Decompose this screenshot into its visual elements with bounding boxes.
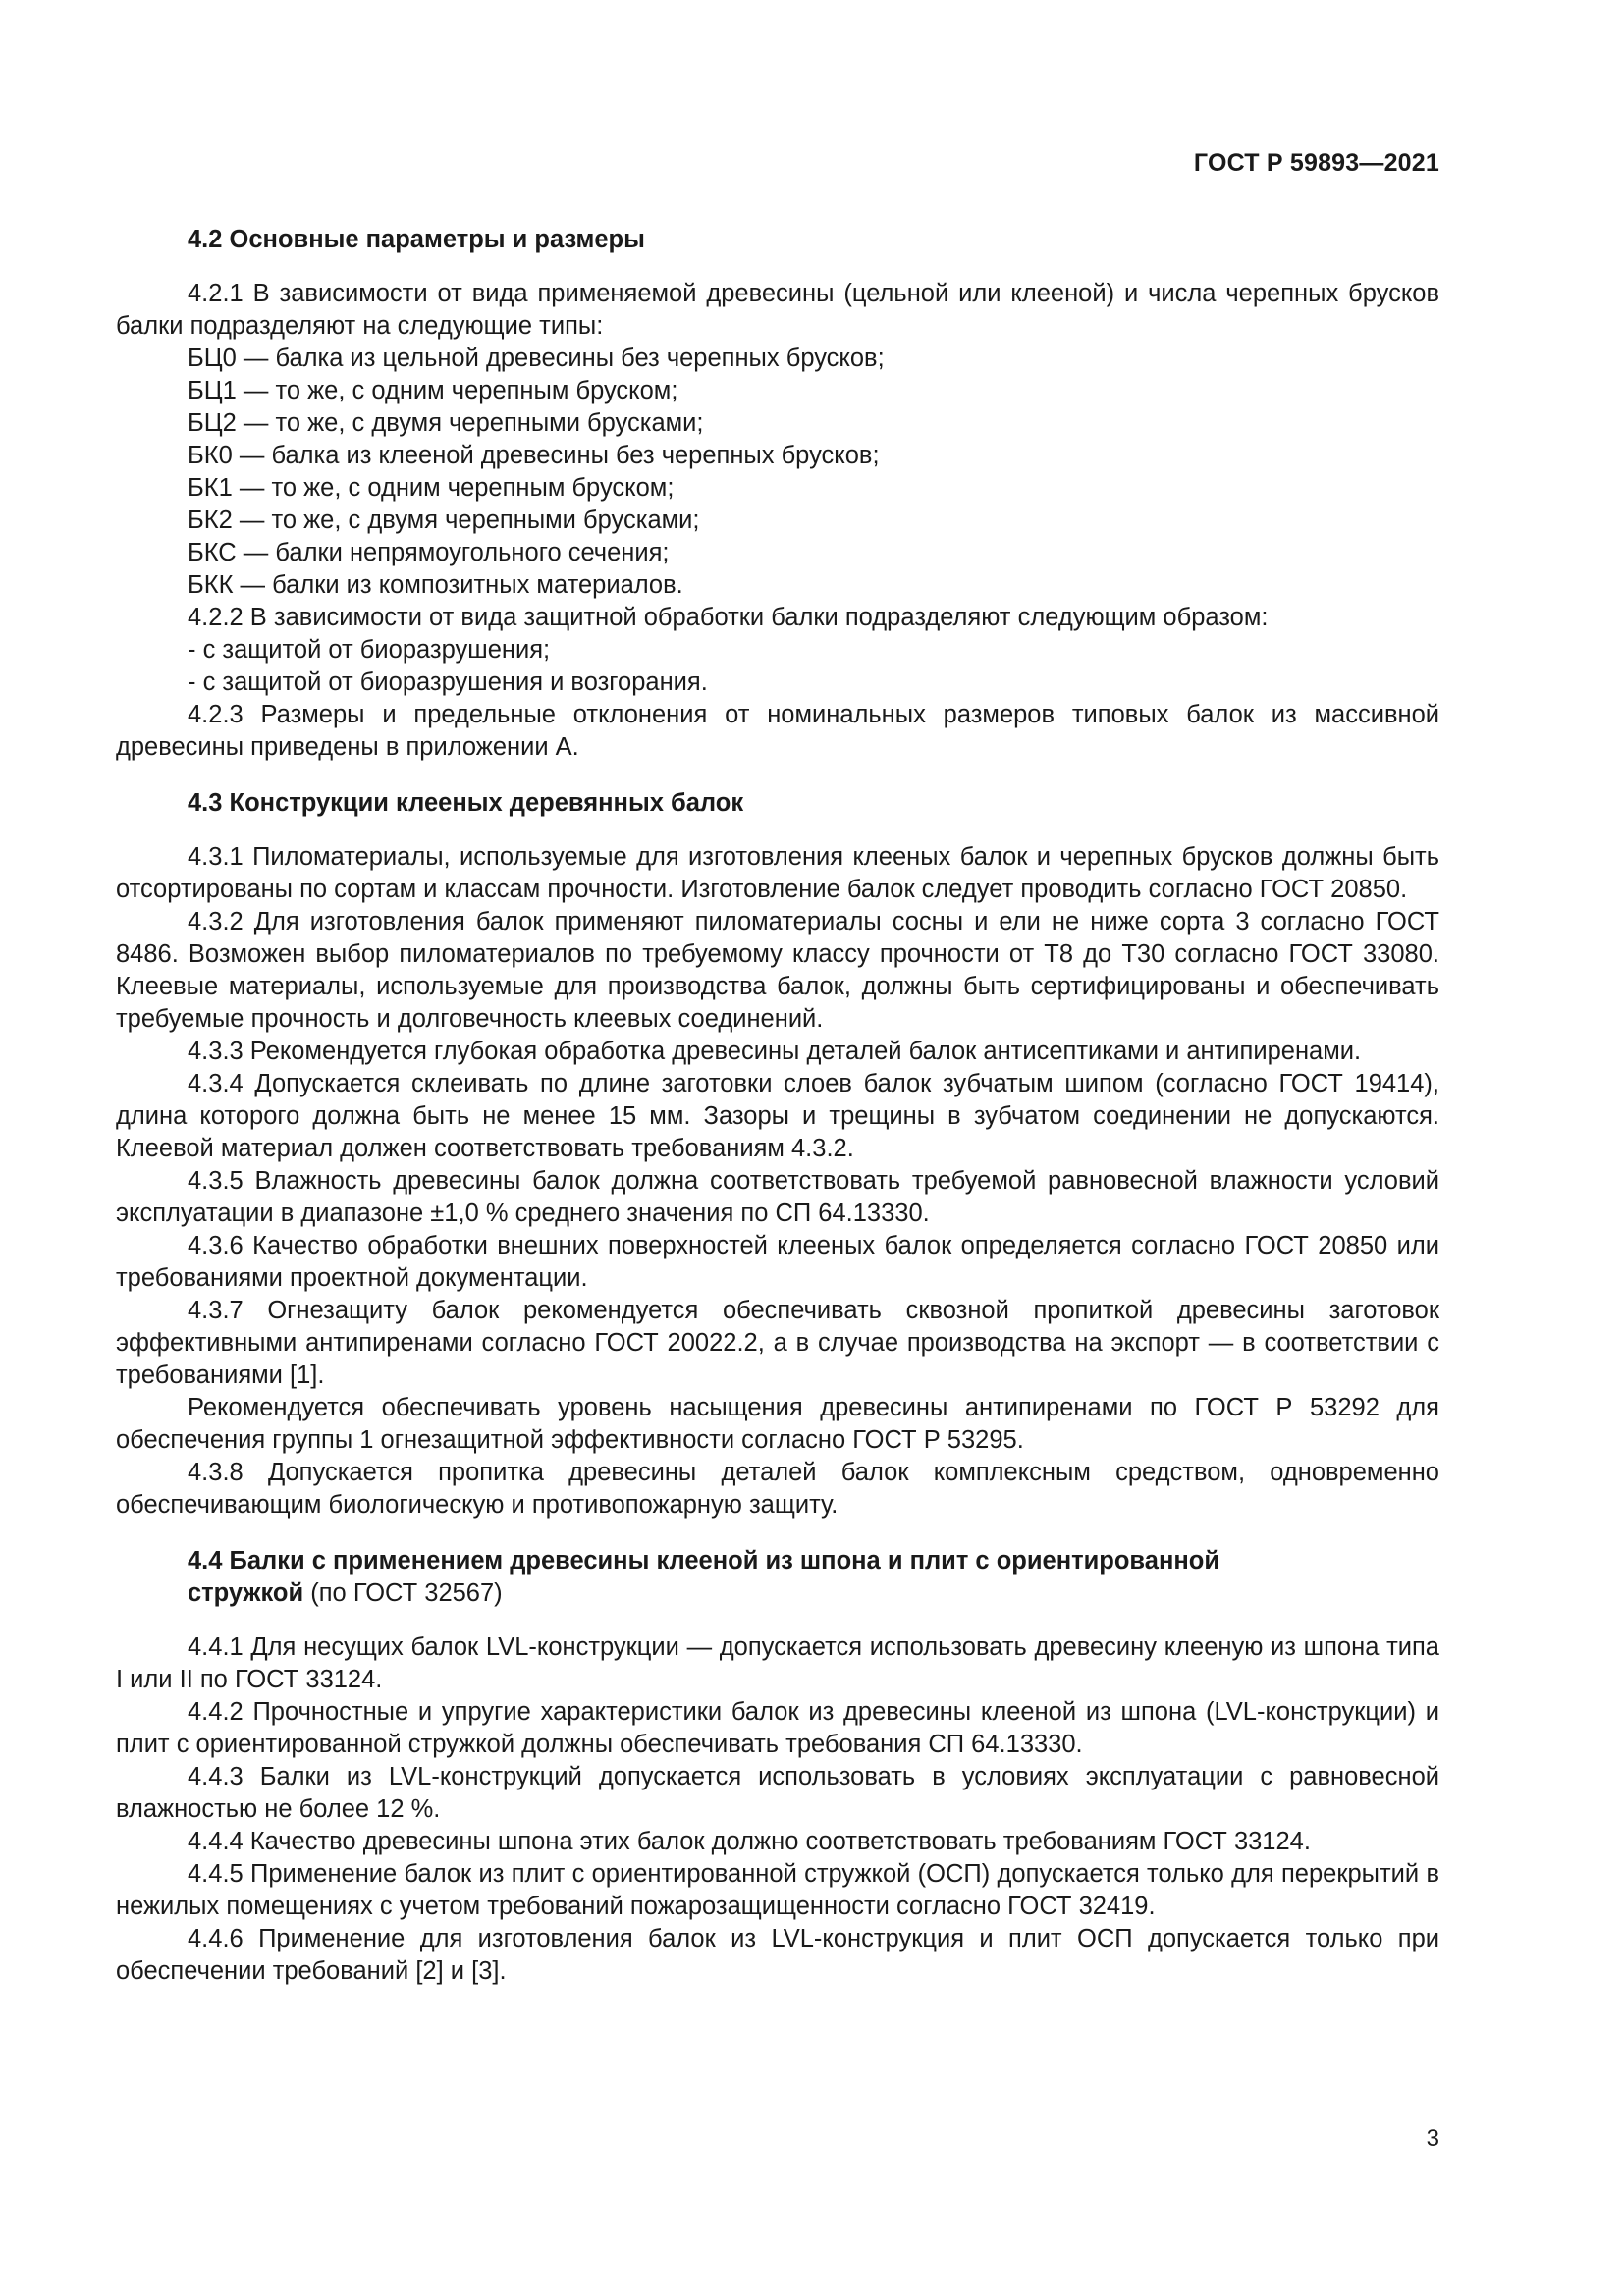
paragraph-4-2-1: 4.2.1 В зависимости от вида применяемой древесины (цельной или клееной) и числа черепных брусков балки подразделяют на следующие типы: — [116, 280, 1439, 340]
beam-types-list — [116, 343, 1439, 602]
paragraph-4-4-2: 4.4.2 Прочностные и упругие характеристики балок из древесины клееной из шпона (LVL-конструкции) и плит с ориентированной стружкой должны обеспечивать требования СП 64.13330. — [116, 1698, 1439, 1758]
document-body — [116, 224, 1439, 1988]
protection-list — [116, 634, 1439, 699]
list-item: БКК — балки из композитных материалов. — [188, 571, 683, 599]
section-4-4-title-line1: 4.4 Балки с применением древесины клееной из шпона и плит с ориентированной — [188, 1547, 1220, 1575]
section-4-4-title-reference: (по ГОСТ 32567) — [303, 1579, 503, 1607]
paragraph-4-4-4: 4.4.4 Качество древесины шпона этих балок должно соответствовать требованиям ГОСТ 33124. — [188, 1828, 1311, 1855]
list-item: БЦ1 — то же, с одним черепным бруском; — [188, 377, 678, 404]
list-item: БЦ2 — то же, с двумя черепными брусками; — [188, 409, 704, 437]
document-number: ГОСТ Р 59893—2021 — [1193, 149, 1439, 177]
list-item: БК1 — то же, с одним черепным бруском; — [188, 474, 675, 502]
paragraph-4-3-4: 4.3.4 Допускается склеивать по длине заготовки слоев балок зубчатым шипом (согласно ГОСТ 19414), длина которого должна быть не менее 15 мм. Зазоры и трещины в зубчатом соединении не допускаются. Клеевой материал должен соответствовать требованиям 4.3.2. — [116, 1070, 1439, 1162]
paragraph-4-4-6: 4.4.6 Применение для изготовления балок из LVL-конструкция и плит ОСП допускается только при обеспечении требований [2] и [3]. — [116, 1925, 1439, 1985]
paragraph-4-4-3: 4.4.3 Балки из LVL-конструкций допускается использовать в условиях эксплуатации с равновесной влажностью не более 12 %. — [116, 1763, 1439, 1823]
section-4-2-title: 4.2 Основные параметры и размеры — [188, 226, 645, 253]
list-item: БК2 — то же, с двумя черепными брусками; — [188, 507, 700, 534]
list-item: БКС — балки непрямоугольного сечения; — [188, 539, 670, 566]
paragraph-4-3-2: 4.3.2 Для изготовления балок применяют пиломатериалы сосны и ели не ниже сорта 3 согласно ГОСТ 8486. Возможен выбор пиломатериалов по требуемому классу прочности от Т8 до Т30 согласно ГОСТ 33080. Клеевые материалы, используемые для производства балок, должны быть сертифицированы и обеспечивать требуемые прочность и долговечность клеевых соединений. — [116, 908, 1439, 1033]
paragraph-4-3-7-recommendation: Рекомендуется обеспечивать уровень насыщения древесины антипиренами по ГОСТ Р 53292 для обеспечения группы 1 огнезащитной эффективности согласно ГОСТ Р 53295. — [116, 1394, 1439, 1454]
paragraph-4-3-3: 4.3.3 Рекомендуется глубокая обработка древесины деталей балок антисептиками и антипиренами. — [188, 1038, 1362, 1065]
paragraph-4-3-7: 4.3.7 Огнезащиту балок рекомендуется обеспечивать сквозной пропиткой древесины заготовок эффективными антипиренами согласно ГОСТ 20022.2, а в случае производства на экспорт — в соответствии с требованиями [1]. — [116, 1297, 1439, 1389]
paragraph-4-2-2: 4.2.2 В зависимости от вида защитной обработки балки подразделяют следующим образом: — [188, 604, 1269, 631]
section-4-3-title: 4.3 Конструкции клееных деревянных балок — [188, 789, 744, 817]
paragraph-4-3-6: 4.3.6 Качество обработки внешних поверхностей клееных балок определяется согласно ГОСТ 20850 или требованиями проектной документации. — [116, 1232, 1439, 1292]
list-item: - с защитой от биоразрушения; — [188, 636, 551, 664]
section-4-4-title-bold: стружкой — [188, 1579, 304, 1607]
list-item: БЦ0 — балка из цельной древесины без черепных брусков; — [188, 345, 885, 372]
page-number: 3 — [1426, 2125, 1439, 2152]
paragraph-4-2-3: 4.2.3 Размеры и предельные отклонения от номинальных размеров типовых балок из массивной древесины приведены в приложении А. — [116, 701, 1439, 761]
paragraph-4-4-5: 4.4.5 Применение балок из плит с ориентированной стружкой (ОСП) допускается только для перекрытий в нежилых помещениях с учетом требований пожарозащищенности согласно ГОСТ 32419. — [116, 1860, 1439, 1920]
section-4-4-title — [116, 1545, 1439, 1610]
list-item: БК0 — балка из клееной древесины без черепных брусков; — [188, 442, 880, 469]
document-page — [116, 0, 1439, 2296]
paragraph-4-3-5: 4.3.5 Влажность древесины балок должна соответствовать требуемой равновесной влажности условий эксплуатации в диапазоне ±1,0 % среднего значения по СП 64.13330. — [116, 1167, 1439, 1227]
list-item: - с защитой от биоразрушения и возгорания. — [188, 668, 708, 696]
paragraph-4-4-1: 4.4.1 Для несущих балок LVL-конструкции — допускается использовать древесину клееную из шпона типа I или II по ГОСТ 33124. — [116, 1633, 1439, 1693]
paragraph-4-3-8: 4.3.8 Допускается пропитка древесины деталей балок комплексным средством, одновременно обеспечивающим биологическую и противопожарную защиту. — [116, 1459, 1439, 1519]
section-4-4-title-line2 — [188, 1577, 1439, 1610]
paragraph-4-3-1: 4.3.1 Пиломатериалы, используемые для изготовления клееных балок и черепных брусков должны быть отсортированы по сортам и классам прочности. Изготовление балок следует проводить согласно ГОСТ 20850. — [116, 843, 1439, 903]
